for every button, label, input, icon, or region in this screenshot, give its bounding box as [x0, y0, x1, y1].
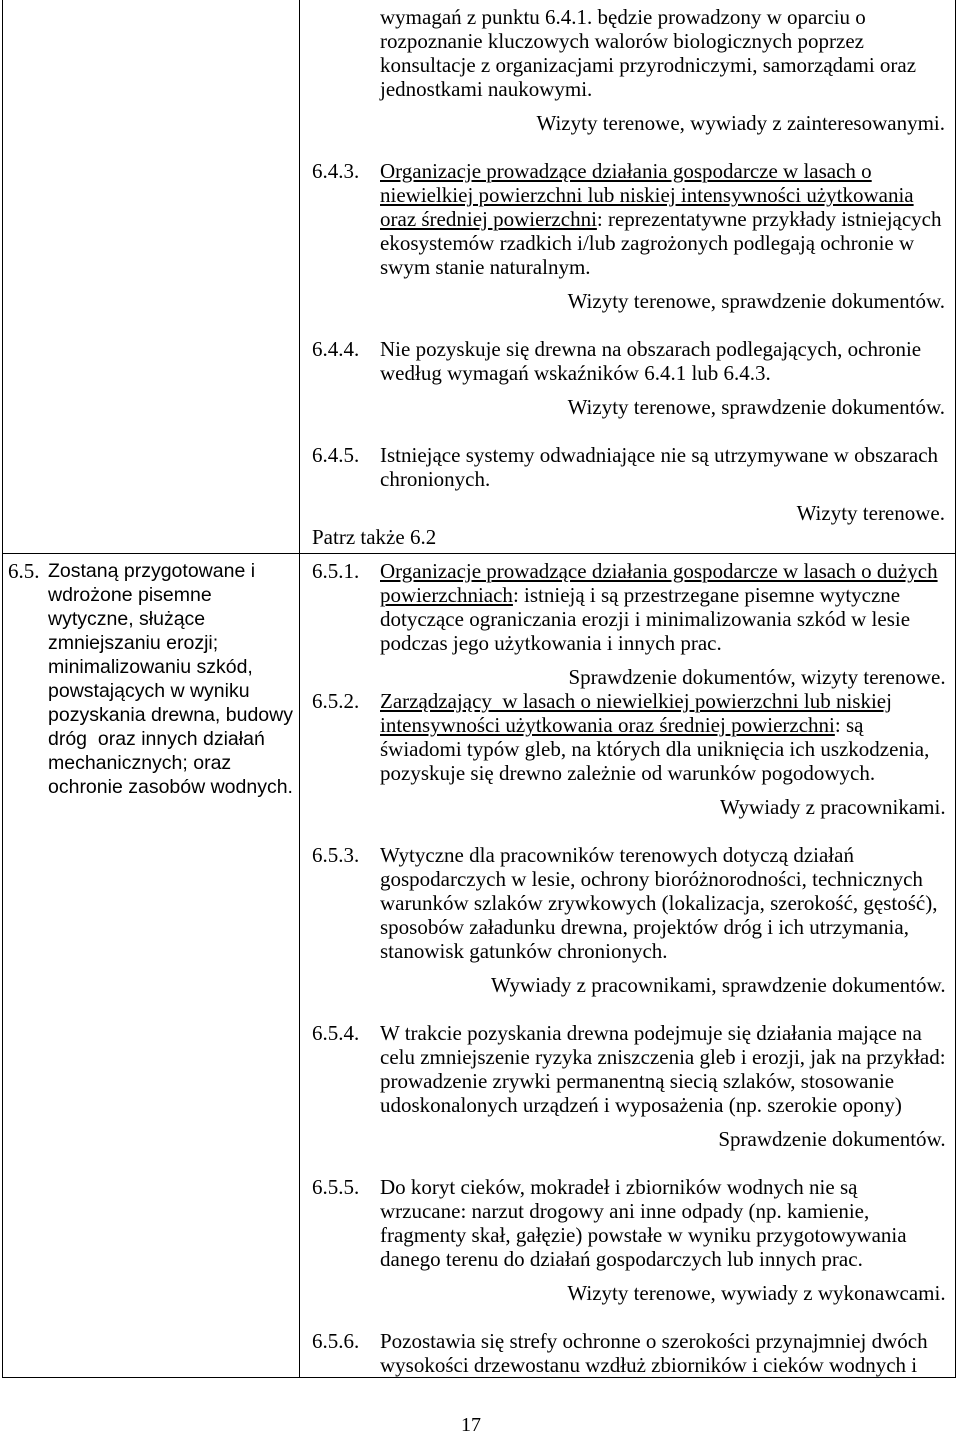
- table-row: [3, 553, 955, 1377]
- criterion-text: [380, 559, 938, 655]
- text-line: [380, 583, 938, 607]
- criterion-block: [312, 159, 945, 313]
- text-line: [380, 207, 942, 231]
- verification-method: Wizyty terenowe, wywiady z wykonawcami.: [567, 1281, 946, 1305]
- criterion-item: [312, 689, 946, 785]
- text-line: rozpoznanie kluczowych walorów biologicznych poprzez: [380, 29, 864, 53]
- text-line: wrzucane: narzut drogowy ani inne odpady (np. kamienie,: [380, 1199, 870, 1223]
- text-line: minimalizowaniu szkód,: [48, 656, 253, 678]
- verification-method: Wywiady z pracownikami, sprawdzenie dokumentów.: [491, 973, 946, 997]
- criterion-item: [312, 337, 945, 385]
- cross-reference-note: Patrz także 6.2: [312, 525, 437, 549]
- criterion-text: [380, 843, 937, 963]
- criterion-item: [312, 1021, 946, 1117]
- text-line: pozyskuje się drewno zależnie od warunków pogodowych.: [380, 761, 876, 785]
- verification-method: Wizyty terenowe, sprawdzenie dokumentów.: [567, 289, 945, 313]
- verification-method: Wywiady z pracownikami.: [720, 795, 946, 819]
- criteria-table: [2, 0, 956, 1378]
- criterion-text: [380, 5, 916, 101]
- criterion-block: [312, 559, 946, 689]
- text-line: świadomi typów gleb, na których dla uniknięcia ich uszkodzenia,: [380, 737, 930, 761]
- criterion-item: [312, 843, 946, 963]
- text-line: swym stanie naturalnym.: [380, 255, 591, 279]
- page-number: 17: [461, 1414, 481, 1436]
- text-line: dróg oraz innych działań: [48, 728, 265, 750]
- criterion-number: 6.5.5.: [312, 1175, 360, 1199]
- text-line: Istniejące systemy odwadniające nie są utrzymywane w obszarach: [380, 443, 939, 467]
- verification-method: Wizyty terenowe, wywiady z zainteresowanymi.: [536, 111, 945, 135]
- right-cell: [300, 0, 955, 553]
- principle-number: 6.5.: [8, 559, 40, 583]
- criterion-block: [312, 443, 945, 525]
- text-line: wdrożone pisemne: [48, 584, 212, 606]
- text-line: gospodarczych w lesie, ochrony bioróżnorodności, technicznych: [380, 867, 923, 891]
- text-line: wysokości drzewostanu wzdłuż zbiorników i cieków wodnych i: [380, 1353, 918, 1377]
- underlined-text: oraz średniej powierzchni: [380, 207, 597, 231]
- criterion-number: 6.4.5.: [312, 443, 360, 467]
- plain-text: : istnieją i są przestrzegane pisemne wytyczne: [512, 583, 901, 607]
- verification-method: Wizyty terenowe.: [796, 501, 945, 525]
- text-line: warunków szlaków zrywkowych (lokalizacja, szerokość, gęstość),: [380, 891, 938, 915]
- text-line: Pozostawia się strefy ochronne o szerokości przynajmniej dwóch: [380, 1329, 928, 1353]
- text-line: jednostkami naukowymi.: [380, 77, 593, 101]
- criterion-number: 6.5.4.: [312, 1021, 360, 1045]
- text-line: ekosystemów rzadkich i/lub zagrożonych podlegają ochronie w: [380, 231, 915, 255]
- criterion-item: [312, 5, 945, 101]
- criterion-text: [380, 689, 929, 785]
- criterion-block: [312, 1329, 946, 1377]
- criterion-item: [312, 1329, 946, 1377]
- underlined-text: powierzchniach: [380, 583, 513, 607]
- principle-item: [8, 559, 299, 799]
- text-line: stanowisk gatunków chronionych.: [380, 939, 668, 963]
- text-line: powstających w wyniku: [48, 680, 250, 702]
- criterion-block: [312, 843, 946, 997]
- text-line: podczas jego użytkowania i innych prac.: [380, 631, 722, 655]
- text-line: Wytyczne dla pracowników terenowych dotyczą działań: [380, 843, 854, 867]
- plain-text: : reprezentatywne przykłady istniejących: [596, 207, 942, 231]
- criterion-item: [312, 443, 945, 491]
- principle-text: [48, 559, 293, 799]
- text-line: wymagań z punktu 6.4.1. będzie prowadzony w oparciu o: [380, 5, 866, 29]
- text-line: [380, 559, 938, 583]
- criterion-number: 6.4.4.: [312, 337, 360, 361]
- text-line: zmniejszaniu erozji;: [48, 632, 219, 654]
- plain-text: : są: [834, 713, 864, 737]
- text-line: dotyczące ograniczania erozji i minimalizowania szkód w lesie: [380, 607, 911, 631]
- criterion-text: [380, 1329, 928, 1377]
- right-cell: [300, 554, 956, 1377]
- criterion-text: [380, 1175, 907, 1271]
- criterion-block: [312, 1175, 946, 1305]
- text-line: celu zmniejszenie ryzyka zniszczenia gleb i erozji, jak na przykład:: [380, 1045, 946, 1069]
- text-line: ochronie zasobów wodnych.: [48, 776, 293, 798]
- criterion-number: 6.5.6.: [312, 1329, 360, 1353]
- underlined-text: Zarządzający w lasach o niewielkiej powierzchni lub niskiej: [380, 689, 892, 713]
- text-line: udoskonalonych urządzeń i wyposażenia (np. szerokie opony): [380, 1093, 902, 1117]
- verification-method: Sprawdzenie dokumentów, wizyty terenowe.: [568, 665, 946, 689]
- text-line: mechanicznych; oraz: [48, 752, 232, 774]
- criterion-number: 6.5.3.: [312, 843, 360, 867]
- text-line: Zostaną przygotowane i: [48, 560, 256, 582]
- text-line: Nie pozyskuje się drewna na obszarach podlegających, ochronie: [380, 337, 922, 361]
- criterion-number: 6.5.2.: [312, 689, 360, 713]
- criterion-number: [312, 5, 380, 29]
- criterion-number: 6.5.1.: [312, 559, 360, 583]
- criterion-item: [312, 559, 946, 655]
- text-line: [380, 689, 929, 713]
- underlined-text: Organizacje prowadzące działania gospodarcze w lasach o dużych: [380, 559, 938, 583]
- left-cell: [3, 0, 300, 553]
- criterion-item: [312, 1175, 946, 1271]
- criterion-block: [312, 5, 945, 135]
- verification-method: Sprawdzenie dokumentów.: [718, 1127, 946, 1151]
- text-line: według wymagań wskaźników 6.4.1 lub 6.4.3.: [380, 361, 771, 385]
- criterion-text: [380, 159, 942, 279]
- text-line: pozyskania drewna, budowy: [48, 704, 293, 726]
- underlined-text: Organizacje prowadzące działania gospodarcze w lasach o: [380, 159, 872, 183]
- text-line: prowadzenie zrywki permanentną siecią szlaków, stosowanie: [380, 1069, 895, 1093]
- left-cell: [3, 554, 300, 1377]
- text-line: konsultacje z organizacjami przyrodniczymi, samorządami oraz: [380, 53, 917, 77]
- criterion-number: 6.4.3.: [312, 159, 360, 183]
- text-line: wytyczne, służące: [48, 608, 206, 630]
- text-line: sposobów załadunku drewna, projektów dróg i ich utrzymania,: [380, 915, 909, 939]
- text-line: W trakcie pozyskania drewna podejmuje się działania mające na: [380, 1021, 922, 1045]
- underlined-text: niewielkiej powierzchni lub niskiej intensywności użytkowania: [380, 183, 914, 207]
- verification-method: Wizyty terenowe, sprawdzenie dokumentów.: [567, 395, 945, 419]
- criterion-block: [312, 1021, 946, 1151]
- criterion-item: [312, 159, 945, 279]
- text-line: Do koryt cieków, mokradeł i zbiorników wodnych nie są: [380, 1175, 858, 1199]
- text-line: danego terenu do działań gospodarczych lub innych prac.: [380, 1247, 863, 1271]
- criterion-text: [380, 337, 921, 385]
- text-line: [380, 159, 942, 183]
- criterion-text: [380, 1021, 946, 1117]
- text-line: fragmenty skał, gałęzie) powstałe w wyniku przygotowywania: [380, 1223, 907, 1247]
- criterion-block: [312, 337, 945, 419]
- text-line: chronionych.: [380, 467, 491, 491]
- underlined-text: intensywności użytkowania oraz średniej powierzchni: [380, 713, 835, 737]
- text-line: [380, 713, 929, 737]
- table-row: [3, 0, 955, 553]
- criterion-text: [380, 443, 938, 491]
- criterion-block: [312, 689, 946, 819]
- text-line: [380, 183, 942, 207]
